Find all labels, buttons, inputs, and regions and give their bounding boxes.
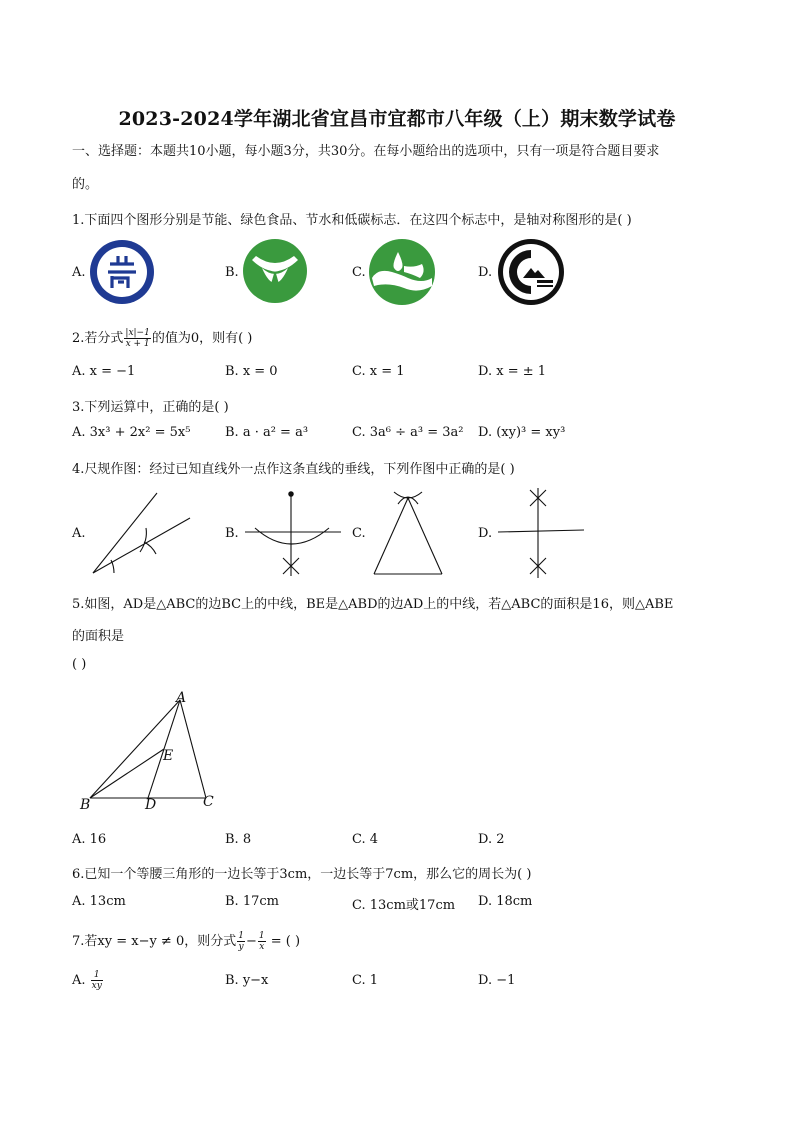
q2-suffix: 的值为0，则有( ) <box>151 331 253 346</box>
q1-label-d: D. <box>478 265 493 280</box>
q7-option-a-num: 1 <box>91 970 103 981</box>
energy-saving-logo-icon <box>88 238 156 306</box>
q3-option-b: B. a · a² = a³ <box>225 425 309 440</box>
q7-option-c: C. 1 <box>352 973 379 988</box>
q4-figure-a-angle-bisector <box>90 490 195 578</box>
low-carbon-logo-icon <box>497 238 565 306</box>
water-saving-logo-icon <box>368 238 436 306</box>
q5-stem-line3: ( ) <box>72 657 87 672</box>
q7-prefix: 7.若xy = x−y ≠ 0，则分式 <box>72 934 237 949</box>
q4-label-d: D. <box>478 526 493 541</box>
q5-vertex-a: A <box>176 690 187 706</box>
q5-stem-line2: 的面积是 <box>72 629 125 644</box>
q1-stem: 1.下面四个图形分别是节能、绿色食品、节水和低碳标志．在这四个标志中，是轴对称图形的是( ) <box>72 213 632 228</box>
q5-vertex-d: D <box>145 797 157 813</box>
q3-stem: 3.下列运算中，正确的是( ) <box>72 400 229 415</box>
q2-option-d: D. x = ± 1 <box>478 364 547 379</box>
q2-stem <box>72 327 252 349</box>
q5-vertex-b: B <box>80 797 91 813</box>
q6-option-b: B. 17cm <box>225 894 279 909</box>
q3-option-c: C. 3a⁶ ÷ a³ = 3a² <box>352 425 464 440</box>
q7-fraction-2 <box>258 931 266 952</box>
q5-option-a: A. 16 <box>72 832 107 847</box>
q6-option-d: D. 18cm <box>478 894 533 909</box>
q1-label-b: B. <box>225 265 239 280</box>
q7-f1-den: y <box>238 942 244 952</box>
q3-option-a: A. 3x³ + 2x² = 5x⁵ <box>72 425 191 440</box>
q7-option-b: B. y−x <box>225 973 269 988</box>
q4-stem: 4.尺规作图：经过已知直线外一点作这条直线的垂线，下列作图中正确的是( ) <box>72 462 515 477</box>
section-heading-line1: 一、选择题：本题共10小题，每小题3分，共30分。在每小题给出的选项中，只有一项是符合题目要求 <box>72 144 660 159</box>
q7-option-a-den: xy <box>91 981 102 991</box>
q7-f2-num: 1 <box>258 931 265 941</box>
green-food-logo-icon <box>242 238 308 304</box>
q4-figure-b-perpendicular <box>243 488 343 580</box>
q4-label-a: A. <box>72 526 86 541</box>
q3-option-d: D. (xy)³ = xy³ <box>478 425 566 440</box>
q7-f2-den: x <box>259 942 265 952</box>
section-heading-line2: 的。 <box>72 177 99 192</box>
q2-option-a: A. x = −1 <box>72 364 136 379</box>
q5-stem-line1: 5.如图，AD是△ABC的边BC上的中线，BE是△ABD的边AD上的中线，若△ABC的面积是16，则△ABE <box>72 597 674 612</box>
q5-option-c: C. 4 <box>352 832 379 847</box>
q4-figure-d-perpendicular-bisector <box>496 486 588 580</box>
q7-fraction-1 <box>237 931 245 952</box>
q7-option-a-fraction <box>91 970 103 991</box>
q2-fraction <box>124 328 150 349</box>
q7-f1-num: 1 <box>238 931 244 941</box>
q1-label-c: C. <box>352 265 366 280</box>
q7-option-d: D. −1 <box>478 973 516 988</box>
q7-option-a-label: A. <box>72 973 86 988</box>
q7-minus: − <box>245 934 257 949</box>
q2-prefix: 2.若分式 <box>72 331 124 346</box>
q1-label-a: A. <box>72 265 86 280</box>
q5-option-b: B. 8 <box>225 832 252 847</box>
q6-option-c: C. 13cm或17cm <box>352 898 456 913</box>
page-title: 2023-2024学年湖北省宜昌市宜都市八年级（上）期末数学试卷 <box>118 108 676 130</box>
q5-vertex-e: E <box>163 748 174 764</box>
q4-label-b: B. <box>225 526 239 541</box>
q7-suffix: = ( ) <box>266 934 301 949</box>
q7-option-a <box>72 970 104 991</box>
q5-vertex-c: C <box>203 794 214 810</box>
q4-label-c: C. <box>352 526 366 541</box>
q6-stem: 6.已知一个等腰三角形的一边长等于3cm，一边长等于7cm，那么它的周长为( ) <box>72 867 532 882</box>
q2-frac-num: |x|−1 <box>125 328 150 338</box>
q2-frac-den: x + 1 <box>125 339 150 349</box>
q6-option-a: A. 13cm <box>72 894 126 909</box>
q2-option-c: C. x = 1 <box>352 364 405 379</box>
q2-option-b: B. x = 0 <box>225 364 278 379</box>
q4-figure-c-triangle <box>370 488 446 578</box>
q7-stem <box>72 930 300 952</box>
q5-option-d: D. 2 <box>478 832 505 847</box>
